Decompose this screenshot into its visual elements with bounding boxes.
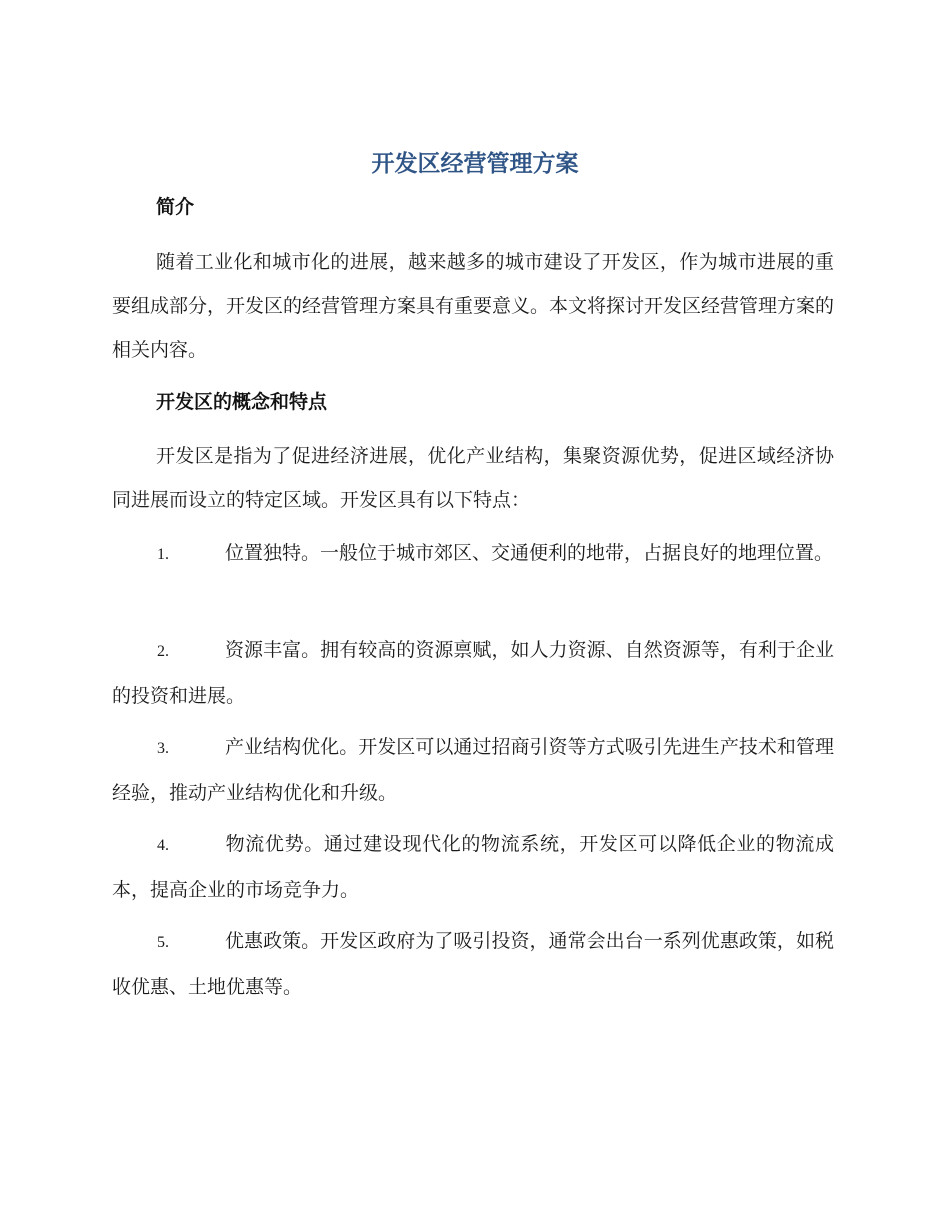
section-heading-concept: 开发区的概念和特点 xyxy=(156,391,328,413)
intro-paragraph: 随着工业化和城市化的进展，越来越多的城市建设了开发区，作为城市进展的重要组成部分，开发区的经营管理方案具有重要意义。本文将探讨开发区经营管理方案的相关内容。 xyxy=(112,251,835,361)
list-item-number: 1. xyxy=(157,546,169,563)
list-item-number: 4. xyxy=(157,837,169,854)
list-item-number: 2. xyxy=(157,643,169,660)
list-item-text: 物流优势。通过建设现代化的物流系统，开发区可以降低企业的物流成本，提高企业的市场竞争力。 xyxy=(112,833,834,901)
section-heading-intro: 简介 xyxy=(156,196,195,218)
list-item xyxy=(112,628,834,718)
list-item xyxy=(112,822,834,912)
list-item-text: 产业结构优化。开发区可以通过招商引资等方式吸引先进生产技术和管理经验，推动产业结构优化和升级。 xyxy=(112,736,834,804)
list-item xyxy=(112,725,834,815)
list-item xyxy=(112,919,834,1009)
list-item-text: 优惠政策。开发区政府为了吸引投资，通常会出台一系列优惠政策，如税收优惠、土地优惠等。 xyxy=(112,930,834,998)
document-title: 开发区经营管理方案 xyxy=(371,151,579,177)
concept-paragraph: 开发区是指为了促进经济进展，优化产业结构，集聚资源优势，促进区域经济协同进展而设立的特定区域。开发区具有以下特点： xyxy=(112,445,834,511)
list-item-text: 位置独特。一般位于城市郊区、交通便利的地带，占据良好的地理位置。 xyxy=(225,542,834,564)
list-item-number: 3. xyxy=(157,740,169,757)
list-item-text: 资源丰富。拥有较高的资源禀赋，如人力资源、自然资源等，有利于企业的投资和进展。 xyxy=(112,639,834,707)
list-item xyxy=(112,531,834,577)
list-item-number: 5. xyxy=(157,934,169,951)
